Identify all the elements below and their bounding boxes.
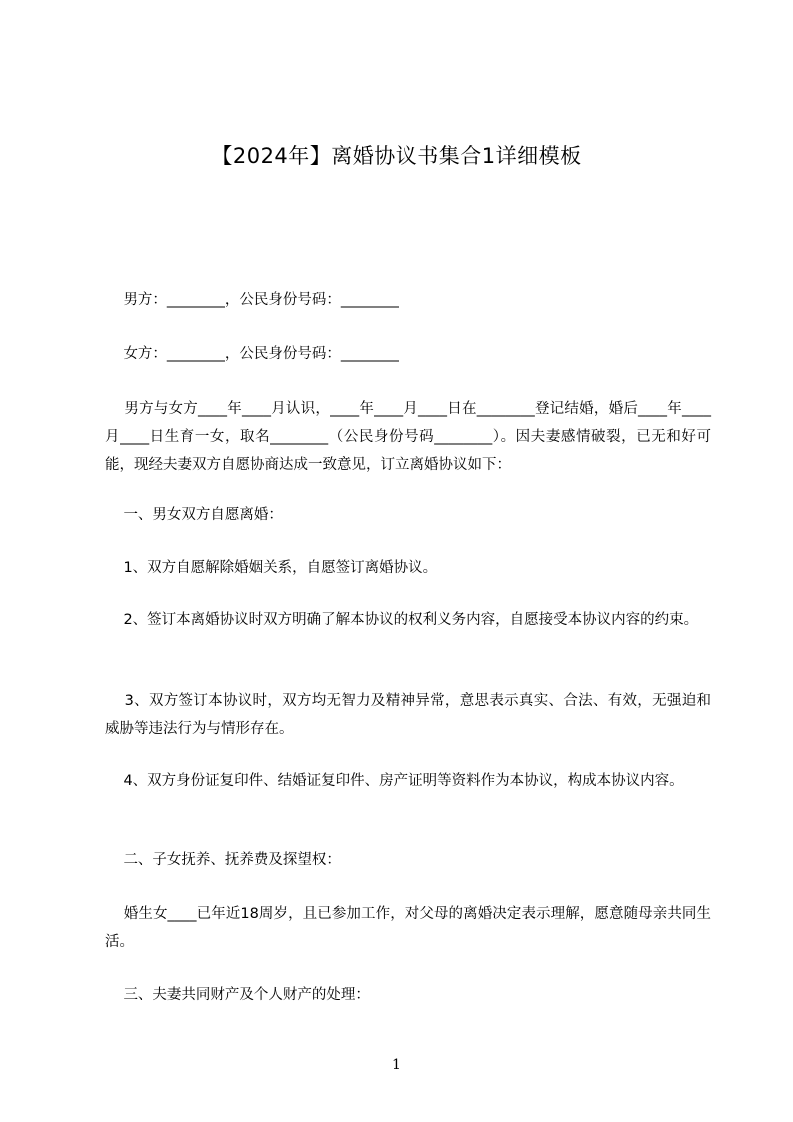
clause-1-1: 1、双方自愿解除婚姻关系，自愿签订离婚协议。 xyxy=(105,560,438,576)
section-heading-1: 一、男女双方自愿离婚： xyxy=(105,507,283,523)
section-heading-3: 三、夫妻共同财产及个人财产的处理： xyxy=(105,987,370,1003)
clause-1-3: 3、双方签订本协议时，双方均无智力及精神异常，意思表示真实、合法、有效，无强迫和威胁等违法行为与情形存在。 xyxy=(105,693,711,737)
clause-1-4: 4、双方身份证复印件、结婚证复印件、房产证明等资料作为本协议，构成本协议内容。 xyxy=(105,773,684,789)
document-title: 【2024年】离婚协议书集合1详细模板 xyxy=(211,144,582,168)
clause-2-1: 婚生女____已年近18周岁，且已参加工作，对父母的离婚决定表示理解，愿意随母亲共同生活。 xyxy=(105,906,711,950)
clause-1-2: 2、签订本离婚协议时双方明确了解本协议的权利义务内容，自愿接受本协议内容的约束。 xyxy=(105,612,699,628)
paragraph-man-info: 男方：________，公民身份号码：________ xyxy=(105,292,399,308)
page-number: 1 xyxy=(392,1057,401,1073)
paragraph-intro: 男方与女方____年____月认识，____年____月____日在________登记结婚，婚后____年____月____日生育一女，取名________（公民身份号码________）。因夫妻感情破裂，已无和好可能，现经夫妻双方自愿协商达成一致意见，订立离婚协议如下： xyxy=(105,401,712,473)
section-heading-2: 二、子女抚养、抚养费及探望权： xyxy=(105,852,341,868)
paragraph-woman-info: 女方：________，公民身份号码：________ xyxy=(105,346,399,362)
